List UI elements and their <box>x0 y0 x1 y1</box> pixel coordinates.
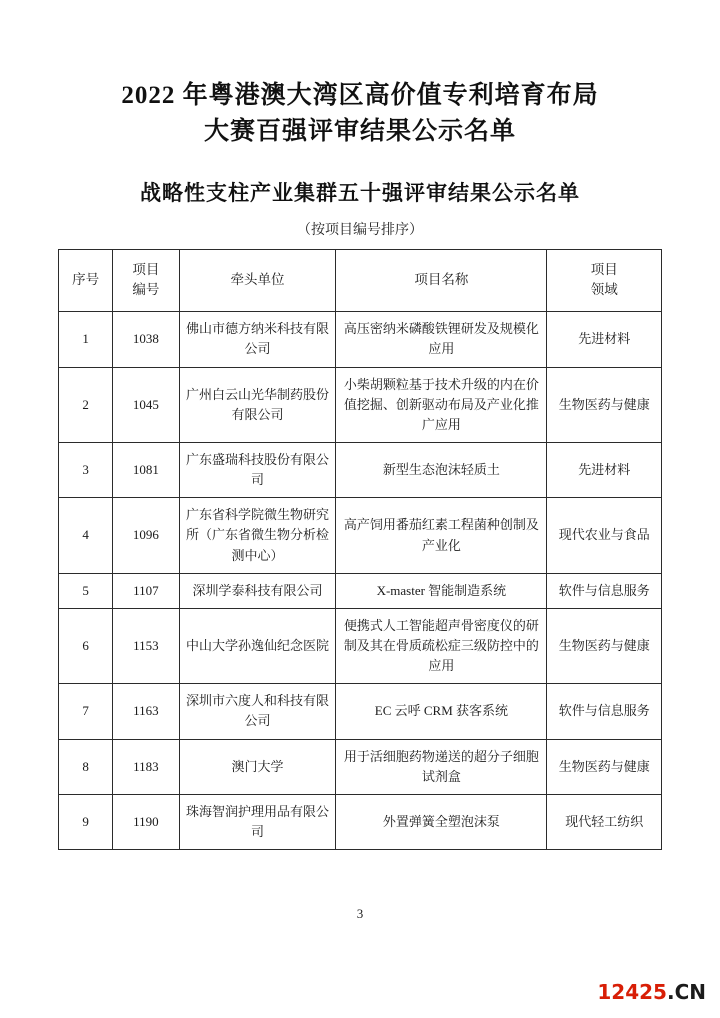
cell-field: 生物医药与健康 <box>547 367 662 442</box>
column-header-project: 项目名称 <box>336 249 547 312</box>
cell-organization: 深圳学泰科技有限公司 <box>179 573 336 608</box>
cell-code: 1107 <box>113 573 179 608</box>
cell-field: 现代轻工纺织 <box>547 794 662 849</box>
cell-organization: 广东盛瑞科技股份有限公司 <box>179 443 336 498</box>
table-row <box>59 608 662 683</box>
cell-field: 先进材料 <box>547 312 662 367</box>
cell-project: X-master 智能制造系统 <box>336 573 547 608</box>
table-row <box>59 367 662 442</box>
table-row <box>59 312 662 367</box>
cell-code: 1163 <box>113 684 179 739</box>
cell-code: 1045 <box>113 367 179 442</box>
watermark-domain: .CN <box>666 980 706 1004</box>
cell-field: 软件与信息服务 <box>547 684 662 739</box>
page-number: 3 <box>356 906 364 921</box>
cell-project: 便携式人工智能超声骨密度仪的研制及其在骨质疏松症三级防控中的应用 <box>336 608 547 683</box>
cell-field: 软件与信息服务 <box>547 573 662 608</box>
cell-field: 现代农业与食品 <box>547 498 662 573</box>
cell-index: 4 <box>59 498 113 573</box>
table-header-row <box>59 249 662 312</box>
table-row <box>59 443 662 498</box>
table-row <box>59 739 662 794</box>
cell-project: 用于活细胞药物递送的超分子细胞试剂盒 <box>336 739 547 794</box>
cell-index: 8 <box>59 739 113 794</box>
watermark-number: 12425 <box>597 980 667 1004</box>
watermark <box>597 980 706 1004</box>
cell-code: 1190 <box>113 794 179 849</box>
page-title-line-1: 2022 年粤港澳大湾区高价值专利培育布局 <box>121 82 599 109</box>
cell-field: 先进材料 <box>547 443 662 498</box>
cell-organization: 珠海智润护理用品有限公司 <box>179 794 336 849</box>
cell-project: 外置弹簧全塑泡沫泵 <box>336 794 547 849</box>
cell-organization: 广州白云山光华制药股份有限公司 <box>179 367 336 442</box>
page-title <box>58 78 662 151</box>
cell-organization: 澳门大学 <box>179 739 336 794</box>
cell-project: 高产饲用番茄红素工程菌种创制及产业化 <box>336 498 547 573</box>
table-row <box>59 684 662 739</box>
column-header-code-line2: 编号 <box>132 282 160 298</box>
column-header-index: 序号 <box>59 249 113 312</box>
cell-organization: 深圳市六度人和科技有限公司 <box>179 684 336 739</box>
column-header-code-line1: 项目 <box>132 261 160 277</box>
cell-project: 高压密纳米磷酸铁锂研发及规模化应用 <box>336 312 547 367</box>
table-row <box>59 794 662 849</box>
cell-field: 生物医药与健康 <box>547 739 662 794</box>
cell-project: EC 云呼 CRM 获客系统 <box>336 684 547 739</box>
results-table <box>58 249 662 851</box>
page-title-line-2: 大赛百强评审结果公示名单 <box>203 118 516 146</box>
cell-code: 1183 <box>113 739 179 794</box>
cell-organization: 广东省科学院微生物研究所（广东省微生物分析检测中心） <box>179 498 336 573</box>
cell-index: 3 <box>59 443 113 498</box>
cell-index: 2 <box>59 367 113 442</box>
cell-index: 1 <box>59 312 113 367</box>
cell-index: 6 <box>59 608 113 683</box>
cell-code: 1081 <box>113 443 179 498</box>
column-header-field-line2: 领域 <box>590 282 618 298</box>
cell-code: 1153 <box>113 608 179 683</box>
cell-index: 9 <box>59 794 113 849</box>
cell-code: 1038 <box>113 312 179 367</box>
cell-organization: 佛山市德方纳米科技有限公司 <box>179 312 336 367</box>
cell-field: 生物医药与健康 <box>547 608 662 683</box>
sort-note: （按项目编号排序） <box>297 222 423 238</box>
column-header-code <box>113 249 179 312</box>
cell-code: 1096 <box>113 498 179 573</box>
column-header-organization: 牵头单位 <box>179 249 336 312</box>
column-header-field <box>547 249 662 312</box>
page-subtitle: 战略性支柱产业集群五十强评审结果公示名单 <box>140 180 580 205</box>
cell-project: 小柴胡颗粒基于技术升级的内在价值挖掘、创新驱动布局及产业化推广应用 <box>336 367 547 442</box>
cell-project: 新型生态泡沫轻质土 <box>336 443 547 498</box>
column-header-field-line1: 项目 <box>590 261 618 277</box>
table-row <box>59 573 662 608</box>
cell-index: 7 <box>59 684 113 739</box>
cell-organization: 中山大学孙逸仙纪念医院 <box>179 608 336 683</box>
table-row <box>59 498 662 573</box>
cell-index: 5 <box>59 573 113 608</box>
